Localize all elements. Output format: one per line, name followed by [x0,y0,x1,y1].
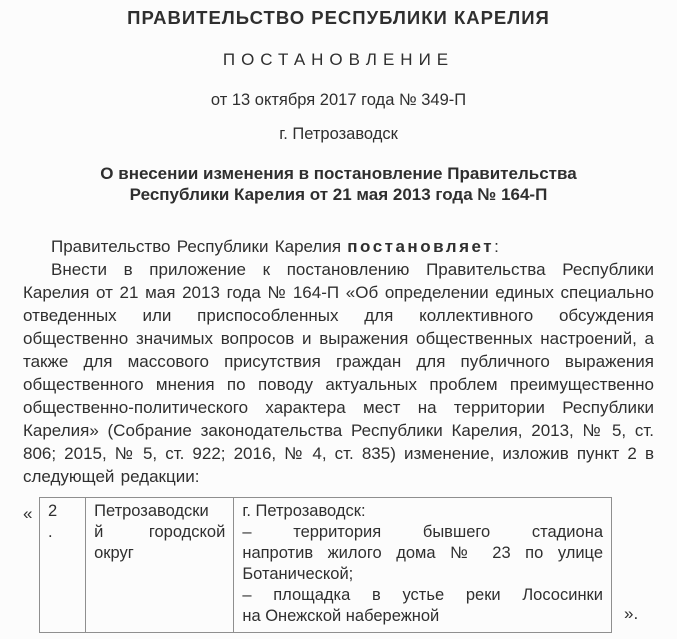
cell-places [234,498,612,633]
district-line-part: й [94,523,104,541]
resolution-lead-paragraph [23,235,654,258]
district-line-part: городской [148,523,226,541]
org-name-heading: ПРАВИТЕЛЬСТВО РЕСПУБЛИКИ КАРЕЛИЯ [127,7,550,28]
resolution-emphasized-word: постановляет [347,237,495,256]
document-title: О внесении изменения в постановление Правительства Республики Карелия от 21 мая 2013 года № 164-П [100,164,577,204]
district-line: округ [94,544,134,562]
document-body [23,235,654,488]
amended-clause-table-section [23,497,654,633]
amendment-paragraph: Внести в приложение к постановлению Правительства Республики Карелия от 21 мая 2013 года № 164-П «Об определении единых специально отведенных или приспособленных для коллективного обсуждения общественно значимых вопросов и выражения общественных настроений, а также для массового присутствия граждан для публичного выражения общественного мнения по поводу актуальных проблем преимущественно общественно-политического характера мест на территории Республики Карелия» (Собрание законодательства Республики Карелия, 2013, № 5, ст. 806; 2015, № 5, ст. 922; 2016, № 4, ст. 835) изменение, изложив пункт 2 в следующей редакции: [23,260,654,486]
document-city: г. Петрозаводск [279,125,398,143]
table-row [40,498,612,633]
amended-clause-table [39,497,612,633]
cell-district [86,498,234,633]
opening-quote-mark: « [23,504,33,523]
document-date-number: от 13 октября 2017 года № 349-П [210,91,467,109]
places-header: г. Петрозаводск: [242,502,366,520]
district-line: Петрозаводски [94,502,209,520]
district-line [94,522,225,543]
resolution-lead-colon: : [494,237,499,256]
closing-quote-mark: ». [624,604,639,623]
place-item-line: на Онежской набережной [242,607,440,625]
row-number-digit: 2 [48,502,58,520]
place-item-line: Ботанической; [242,565,354,583]
document-type-heading: ПОСТАНОВЛЕНИЕ [222,50,455,69]
cell-row-number [40,498,86,633]
place-item-line: – территория бывшего стадиона [242,523,603,541]
place-item-line: напротив жилого дома № 23 по улице [242,544,603,562]
place-item-line: – площадка в устье реки Лососинки [242,586,603,604]
row-number-period: . [48,523,53,541]
resolution-lead-text: Правительство Республики Карелия [51,237,348,256]
